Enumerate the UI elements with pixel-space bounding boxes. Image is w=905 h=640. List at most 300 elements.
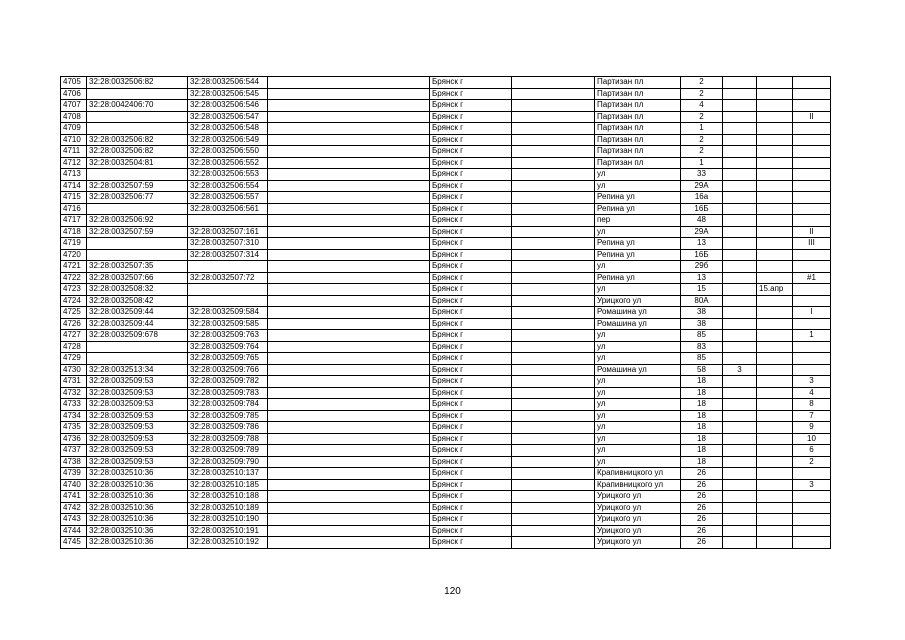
street-cell: Партизан пл xyxy=(595,134,681,146)
parcel-number-cell xyxy=(87,203,188,215)
parcel-number-cell xyxy=(87,249,188,261)
object-number-cell: 32:28:0032509:765 xyxy=(188,353,268,365)
building-cell: 3 xyxy=(723,364,757,376)
blank-cell xyxy=(268,525,430,537)
building-cell xyxy=(723,422,757,434)
apartment-cell xyxy=(793,77,831,89)
city-cell: Брянск г xyxy=(430,491,512,503)
street-cell: Урицкого ул xyxy=(595,295,681,307)
street-cell: Партизан пл xyxy=(595,88,681,100)
date-cell xyxy=(757,433,793,445)
date-cell xyxy=(757,353,793,365)
table-row xyxy=(61,123,831,135)
table-row xyxy=(61,169,831,181)
street-cell: Ромашина ул xyxy=(595,318,681,330)
table-row xyxy=(61,479,831,491)
blank-cell xyxy=(268,537,430,549)
street-cell: Партизан пл xyxy=(595,77,681,89)
parcel-number-cell: 32:28:0032504:81 xyxy=(87,157,188,169)
city-cell: Брянск г xyxy=(430,203,512,215)
table-row xyxy=(61,514,831,526)
apartment-cell: 9 xyxy=(793,422,831,434)
row-number-cell: 4720 xyxy=(61,249,87,261)
parcel-number-cell xyxy=(87,169,188,181)
building-cell xyxy=(723,180,757,192)
apartment-cell: 3 xyxy=(793,479,831,491)
apartment-cell: 4 xyxy=(793,387,831,399)
blank-cell xyxy=(512,456,595,468)
parcel-number-cell: 32:28:0032509:53 xyxy=(87,376,188,388)
street-cell: Партизан пл xyxy=(595,146,681,158)
date-cell xyxy=(757,88,793,100)
blank-cell xyxy=(512,226,595,238)
blank-cell xyxy=(268,422,430,434)
blank-cell xyxy=(268,376,430,388)
house-number-cell: 18 xyxy=(681,387,723,399)
table-row xyxy=(61,111,831,123)
blank-cell xyxy=(268,353,430,365)
blank-cell xyxy=(268,295,430,307)
table-row xyxy=(61,491,831,503)
city-cell: Брянск г xyxy=(430,295,512,307)
object-number-cell: 32:28:0032510:188 xyxy=(188,491,268,503)
street-cell: Партизан пл xyxy=(595,123,681,135)
parcel-number-cell xyxy=(87,88,188,100)
building-cell xyxy=(723,537,757,549)
table-row xyxy=(61,387,831,399)
row-number-cell: 4734 xyxy=(61,410,87,422)
blank-cell xyxy=(512,238,595,250)
building-cell xyxy=(723,238,757,250)
object-number-cell: 32:28:0032506:549 xyxy=(188,134,268,146)
parcel-number-cell: 32:28:0032507:59 xyxy=(87,180,188,192)
row-number-cell: 4732 xyxy=(61,387,87,399)
date-cell xyxy=(757,318,793,330)
apartment-cell xyxy=(793,157,831,169)
date-cell xyxy=(757,537,793,549)
house-number-cell: 38 xyxy=(681,318,723,330)
building-cell xyxy=(723,433,757,445)
building-cell xyxy=(723,399,757,411)
parcel-number-cell: 32:28:0032507:66 xyxy=(87,272,188,284)
blank-cell xyxy=(512,318,595,330)
building-cell xyxy=(723,491,757,503)
parcel-number-cell xyxy=(87,341,188,353)
house-number-cell: 58 xyxy=(681,364,723,376)
apartment-cell xyxy=(793,318,831,330)
object-number-cell: 32:28:0032506:546 xyxy=(188,100,268,112)
row-number-cell: 4723 xyxy=(61,284,87,296)
date-cell xyxy=(757,157,793,169)
date-cell xyxy=(757,502,793,514)
street-cell: ул xyxy=(595,169,681,181)
object-number-cell: 32:28:0032509:783 xyxy=(188,387,268,399)
blank-cell xyxy=(268,318,430,330)
parcel-number-cell xyxy=(87,123,188,135)
house-number-cell: 18 xyxy=(681,433,723,445)
city-cell: Брянск г xyxy=(430,180,512,192)
street-cell: Урицкого ул xyxy=(595,502,681,514)
parcel-number-cell: 32:28:0032509:53 xyxy=(87,399,188,411)
date-cell xyxy=(757,261,793,273)
object-number-cell: 32:28:0032509:764 xyxy=(188,341,268,353)
street-cell: Партизан пл xyxy=(595,111,681,123)
house-number-cell: 26 xyxy=(681,502,723,514)
date-cell xyxy=(757,422,793,434)
building-cell xyxy=(723,387,757,399)
apartment-cell xyxy=(793,203,831,215)
street-cell: ул xyxy=(595,341,681,353)
blank-cell xyxy=(512,123,595,135)
street-cell: Урицкого ул xyxy=(595,491,681,503)
street-cell: ул xyxy=(595,376,681,388)
apartment-cell xyxy=(793,261,831,273)
blank-cell xyxy=(268,215,430,227)
street-cell: ул xyxy=(595,180,681,192)
apartment-cell: 2 xyxy=(793,456,831,468)
house-number-cell: 26 xyxy=(681,525,723,537)
object-number-cell: 32:28:0032510:191 xyxy=(188,525,268,537)
city-cell: Брянск г xyxy=(430,410,512,422)
table-row xyxy=(61,146,831,158)
object-number-cell: 32:28:0032506:554 xyxy=(188,180,268,192)
row-number-cell: 4740 xyxy=(61,479,87,491)
blank-cell xyxy=(512,134,595,146)
blank-cell xyxy=(268,410,430,422)
row-number-cell: 4727 xyxy=(61,330,87,342)
blank-cell xyxy=(268,514,430,526)
blank-cell xyxy=(268,284,430,296)
parcel-number-cell: 32:28:0032506:82 xyxy=(87,134,188,146)
table-row xyxy=(61,77,831,89)
blank-cell xyxy=(268,180,430,192)
street-cell: Репина ул xyxy=(595,203,681,215)
city-cell: Брянск г xyxy=(430,456,512,468)
row-number-cell: 4715 xyxy=(61,192,87,204)
blank-cell xyxy=(512,284,595,296)
object-number-cell: 32:28:0032506:550 xyxy=(188,146,268,158)
building-cell xyxy=(723,445,757,457)
row-number-cell: 4712 xyxy=(61,157,87,169)
street-cell: Крапивницкого ул xyxy=(595,468,681,480)
apartment-cell xyxy=(793,364,831,376)
street-cell: ул xyxy=(595,284,681,296)
row-number-cell: 4730 xyxy=(61,364,87,376)
building-cell xyxy=(723,502,757,514)
apartment-cell: 7 xyxy=(793,410,831,422)
building-cell xyxy=(723,100,757,112)
table-row xyxy=(61,422,831,434)
house-number-cell: 29б xyxy=(681,261,723,273)
table-row xyxy=(61,468,831,480)
city-cell: Брянск г xyxy=(430,387,512,399)
blank-cell xyxy=(268,261,430,273)
building-cell xyxy=(723,157,757,169)
building-cell xyxy=(723,123,757,135)
row-number-cell: 4719 xyxy=(61,238,87,250)
object-number-cell xyxy=(188,215,268,227)
row-number-cell: 4708 xyxy=(61,111,87,123)
apartment-cell: 1 xyxy=(793,330,831,342)
apartment-cell xyxy=(793,169,831,181)
row-number-cell: 4736 xyxy=(61,433,87,445)
blank-cell xyxy=(268,192,430,204)
house-number-cell: 18 xyxy=(681,399,723,411)
street-cell: Репина ул xyxy=(595,272,681,284)
row-number-cell: 4735 xyxy=(61,422,87,434)
building-cell xyxy=(723,111,757,123)
city-cell: Брянск г xyxy=(430,134,512,146)
table-row xyxy=(61,261,831,273)
house-number-cell: 2 xyxy=(681,88,723,100)
table-row xyxy=(61,226,831,238)
object-number-cell: 32:28:0032510:192 xyxy=(188,537,268,549)
street-cell: Урицкого ул xyxy=(595,537,681,549)
data-table xyxy=(60,76,831,549)
house-number-cell: 1 xyxy=(681,123,723,135)
date-cell xyxy=(757,111,793,123)
building-cell xyxy=(723,203,757,215)
table-row xyxy=(61,249,831,261)
table-row xyxy=(61,180,831,192)
building-cell xyxy=(723,215,757,227)
object-number-cell: 32:28:0032510:137 xyxy=(188,468,268,480)
city-cell: Брянск г xyxy=(430,284,512,296)
apartment-cell xyxy=(793,134,831,146)
row-number-cell: 4741 xyxy=(61,491,87,503)
row-number-cell: 4718 xyxy=(61,226,87,238)
blank-cell xyxy=(512,537,595,549)
table-row xyxy=(61,341,831,353)
city-cell: Брянск г xyxy=(430,146,512,158)
city-cell: Брянск г xyxy=(430,238,512,250)
city-cell: Брянск г xyxy=(430,318,512,330)
parcel-number-cell: 32:28:0032508:42 xyxy=(87,295,188,307)
object-number-cell: 32:28:0032509:789 xyxy=(188,445,268,457)
blank-cell xyxy=(268,272,430,284)
street-cell: ул xyxy=(595,387,681,399)
city-cell: Брянск г xyxy=(430,341,512,353)
table-row xyxy=(61,525,831,537)
apartment-cell xyxy=(793,284,831,296)
row-number-cell: 4729 xyxy=(61,353,87,365)
house-number-cell: 16Б xyxy=(681,203,723,215)
blank-cell xyxy=(512,111,595,123)
date-cell xyxy=(757,134,793,146)
apartment-cell: III xyxy=(793,238,831,250)
blank-cell xyxy=(512,169,595,181)
object-number-cell: 32:28:0032509:584 xyxy=(188,307,268,319)
blank-cell xyxy=(512,100,595,112)
row-number-cell: 4742 xyxy=(61,502,87,514)
blank-cell xyxy=(268,307,430,319)
table-body xyxy=(61,77,831,549)
date-cell xyxy=(757,376,793,388)
object-number-cell xyxy=(188,284,268,296)
apartment-cell xyxy=(793,514,831,526)
blank-cell xyxy=(268,445,430,457)
city-cell: Брянск г xyxy=(430,399,512,411)
object-number-cell: 32:28:0032509:784 xyxy=(188,399,268,411)
blank-cell xyxy=(268,238,430,250)
date-cell xyxy=(757,215,793,227)
object-number-cell: 32:28:0032506:561 xyxy=(188,203,268,215)
date-cell xyxy=(757,456,793,468)
date-cell xyxy=(757,525,793,537)
building-cell xyxy=(723,261,757,273)
apartment-cell xyxy=(793,502,831,514)
city-cell: Брянск г xyxy=(430,226,512,238)
table-row xyxy=(61,272,831,284)
table-row xyxy=(61,100,831,112)
parcel-number-cell: 32:28:0032506:82 xyxy=(87,146,188,158)
blank-cell xyxy=(268,399,430,411)
table-row xyxy=(61,307,831,319)
building-cell xyxy=(723,456,757,468)
city-cell: Брянск г xyxy=(430,514,512,526)
blank-cell xyxy=(268,123,430,135)
street-cell: ул xyxy=(595,410,681,422)
building-cell xyxy=(723,169,757,181)
date-cell xyxy=(757,410,793,422)
parcel-number-cell: 32:28:0032510:36 xyxy=(87,479,188,491)
apartment-cell xyxy=(793,491,831,503)
house-number-cell: 83 xyxy=(681,341,723,353)
city-cell: Брянск г xyxy=(430,479,512,491)
parcel-number-cell: 32:28:0032509:53 xyxy=(87,422,188,434)
parcel-number-cell: 32:28:0032509:678 xyxy=(87,330,188,342)
object-number-cell: 32:28:0032509:786 xyxy=(188,422,268,434)
object-number-cell: 32:28:0032506:545 xyxy=(188,88,268,100)
parcel-number-cell xyxy=(87,238,188,250)
house-number-cell: 2 xyxy=(681,146,723,158)
blank-cell xyxy=(268,479,430,491)
city-cell: Брянск г xyxy=(430,445,512,457)
date-cell xyxy=(757,295,793,307)
city-cell: Брянск г xyxy=(430,537,512,549)
blank-cell xyxy=(268,249,430,261)
table-row xyxy=(61,192,831,204)
apartment-cell xyxy=(793,341,831,353)
table-row xyxy=(61,295,831,307)
table-row xyxy=(61,238,831,250)
apartment-cell xyxy=(793,215,831,227)
blank-cell xyxy=(512,192,595,204)
street-cell: ул xyxy=(595,261,681,273)
street-cell: Урицкого ул xyxy=(595,525,681,537)
date-cell xyxy=(757,203,793,215)
blank-cell xyxy=(512,514,595,526)
table-row xyxy=(61,502,831,514)
parcel-number-cell: 32:28:0032509:53 xyxy=(87,433,188,445)
city-cell: Брянск г xyxy=(430,364,512,376)
blank-cell xyxy=(512,479,595,491)
row-number-cell: 4707 xyxy=(61,100,87,112)
street-cell: Ромашина ул xyxy=(595,364,681,376)
apartment-cell xyxy=(793,123,831,135)
building-cell xyxy=(723,468,757,480)
city-cell: Брянск г xyxy=(430,249,512,261)
date-cell xyxy=(757,468,793,480)
house-number-cell: 26 xyxy=(681,491,723,503)
city-cell: Брянск г xyxy=(430,100,512,112)
object-number-cell: 32:28:0032507:310 xyxy=(188,238,268,250)
date-cell xyxy=(757,249,793,261)
parcel-number-cell: 32:28:0032510:36 xyxy=(87,491,188,503)
date-cell xyxy=(757,514,793,526)
house-number-cell: 18 xyxy=(681,422,723,434)
apartment-cell: II xyxy=(793,111,831,123)
date-cell xyxy=(757,180,793,192)
row-number-cell: 4711 xyxy=(61,146,87,158)
house-number-cell: 15 xyxy=(681,284,723,296)
page-number: 120 xyxy=(444,586,461,597)
parcel-number-cell: 32:28:0032510:36 xyxy=(87,525,188,537)
blank-cell xyxy=(268,203,430,215)
object-number-cell: 32:28:0032506:557 xyxy=(188,192,268,204)
city-cell: Брянск г xyxy=(430,77,512,89)
building-cell xyxy=(723,295,757,307)
table-row xyxy=(61,433,831,445)
building-cell xyxy=(723,479,757,491)
row-number-cell: 4709 xyxy=(61,123,87,135)
blank-cell xyxy=(268,226,430,238)
date-cell xyxy=(757,226,793,238)
city-cell: Брянск г xyxy=(430,157,512,169)
street-cell: ул xyxy=(595,422,681,434)
object-number-cell: 32:28:0032510:185 xyxy=(188,479,268,491)
row-number-cell: 4737 xyxy=(61,445,87,457)
blank-cell xyxy=(512,157,595,169)
table-row xyxy=(61,203,831,215)
blank-cell xyxy=(512,77,595,89)
building-cell xyxy=(723,330,757,342)
blank-cell xyxy=(512,146,595,158)
row-number-cell: 4722 xyxy=(61,272,87,284)
apartment-cell xyxy=(793,180,831,192)
parcel-number-cell: 32:28:0032509:44 xyxy=(87,307,188,319)
row-number-cell: 4706 xyxy=(61,88,87,100)
parcel-number-cell xyxy=(87,111,188,123)
apartment-cell: #1 xyxy=(793,272,831,284)
parcel-number-cell: 32:28:0032513:34 xyxy=(87,364,188,376)
blank-cell xyxy=(512,330,595,342)
blank-cell xyxy=(512,387,595,399)
building-cell xyxy=(723,88,757,100)
object-number-cell: 32:28:0032509:585 xyxy=(188,318,268,330)
row-number-cell: 4725 xyxy=(61,307,87,319)
object-number-cell xyxy=(188,261,268,273)
object-number-cell: 32:28:0032510:190 xyxy=(188,514,268,526)
date-cell xyxy=(757,341,793,353)
blank-cell xyxy=(268,491,430,503)
date-cell xyxy=(757,77,793,89)
building-cell xyxy=(723,341,757,353)
date-cell xyxy=(757,387,793,399)
date-cell xyxy=(757,169,793,181)
blank-cell xyxy=(512,502,595,514)
house-number-cell: 26 xyxy=(681,468,723,480)
city-cell: Брянск г xyxy=(430,330,512,342)
city-cell: Брянск г xyxy=(430,468,512,480)
city-cell: Брянск г xyxy=(430,272,512,284)
blank-cell xyxy=(512,422,595,434)
date-cell xyxy=(757,330,793,342)
parcel-number-cell: 32:28:0032509:53 xyxy=(87,456,188,468)
city-cell: Брянск г xyxy=(430,88,512,100)
building-cell xyxy=(723,307,757,319)
blank-cell xyxy=(512,261,595,273)
